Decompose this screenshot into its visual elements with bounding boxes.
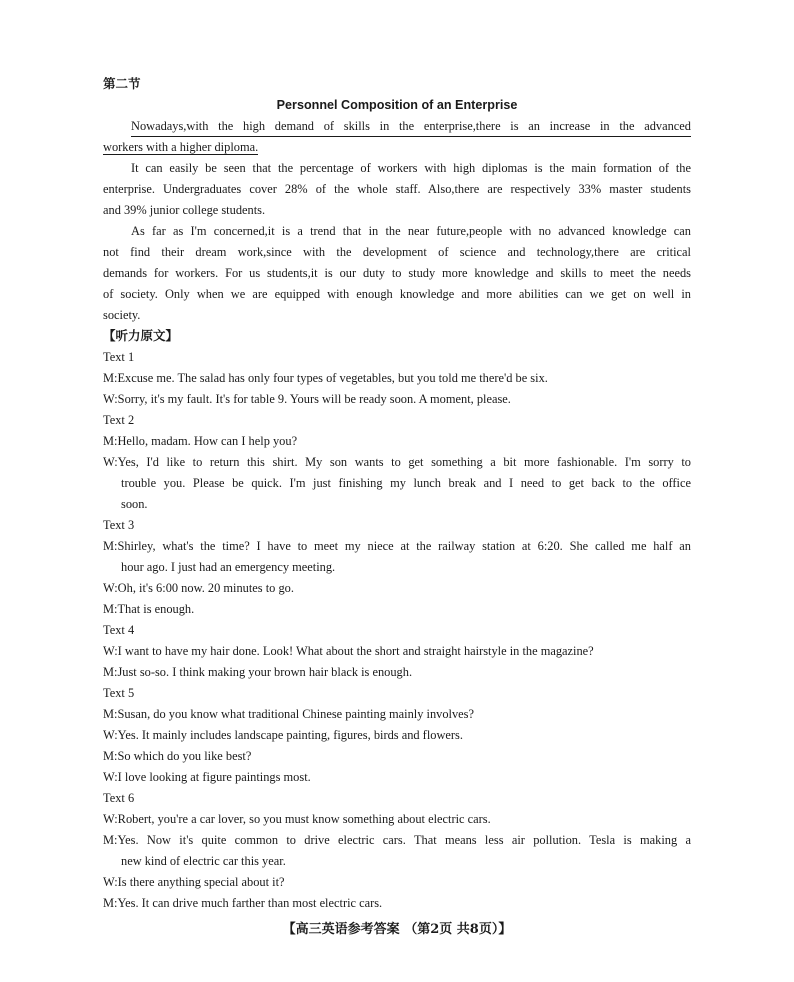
essay-p2-line2: enterprise. Undergraduates cover 28% of the whole staff. Also,there are respectively 33% master students (103, 182, 691, 196)
dialogue-line: M:Just so-so. I think making your brown hair black is enough. (103, 665, 413, 679)
dialogue-line: M:Hello, madam. How can I help you? (103, 434, 298, 448)
text-label-5: Text 5 (103, 686, 135, 700)
text-label-4: Text 4 (103, 623, 135, 637)
dialogue-line: W:Yes, I'd like to return this shirt. My son wants to get something a bit more fashionable. I'm sorry to (103, 455, 691, 469)
essay-p2-line1: It can easily be seen that the percentage of workers with high diplomas is the main formation of the (131, 161, 691, 175)
essay-p3-line3: demands for workers. For us students,it is our duty to study more knowledge and skills to meet the needs (103, 266, 691, 280)
essay-p1-line2 (103, 137, 691, 157)
dialogue-line: W:Sorry, it's my fault. It's for table 9. Yours will be ready soon. A moment, please. (103, 392, 511, 406)
essay-p3-line1: As far as I'm concerned,it is a trend that in the near future,people with no advanced knowledge can (131, 224, 691, 238)
dialogue-line: M:Yes. It can drive much farther than most electric cars. (103, 896, 383, 910)
dialogue-line: W:Robert, you're a car lover, so you must know something about electric cars. (103, 812, 491, 826)
dialogue-line-continued: soon. (121, 497, 148, 511)
section-heading: 第二节 (103, 76, 141, 91)
dialogue-line: M:Shirley, what's the time? I have to meet my niece at the railway station at 6:20. She called me half an (103, 539, 691, 553)
dialogue-line: M:Susan, do you know what traditional Chinese painting mainly involves? (103, 707, 474, 721)
text-label-6: Text 6 (103, 791, 135, 805)
transcript-heading: 【听力原文】 (103, 328, 179, 343)
dialogue-line: W:I want to have my hair done. Look! What about the short and straight hairstyle in the magazine? (103, 644, 594, 658)
essay-p1-line1: Nowadays,with the high demand of skills in the enterprise,there is an increase in the advanced (131, 116, 691, 137)
dialogue-line: W:I love looking at figure paintings most. (103, 770, 311, 784)
essay-p3-line5: society. (103, 308, 141, 322)
dialogue-line: M:Excuse me. The salad has only four types of vegetables, but you told me there'd be six. (103, 371, 548, 385)
page-footer: 【高三英语参考答案 （第2页 共8页）】 (282, 922, 512, 937)
text-label-2: Text 2 (103, 413, 135, 427)
dialogue-line: W:Yes. It mainly includes landscape painting, figures, birds and flowers. (103, 728, 463, 742)
text-label-3: Text 3 (103, 518, 135, 532)
essay-p2-line3: and 39% junior college students. (103, 203, 266, 217)
dialogue-line-continued: hour ago. I just had an emergency meeting. (121, 560, 336, 574)
dialogue-line: W:Is there anything special about it? (103, 875, 285, 889)
dialogue-line-continued: new kind of electric car this year. (121, 854, 286, 868)
text-label-1: Text 1 (103, 350, 135, 364)
essay-p3-line2: not find their dream work,since with the development of science and technology,there are critical (103, 245, 691, 259)
dialogue-line: W:Oh, it's 6:00 now. 20 minutes to go. (103, 581, 294, 595)
essay-p3-line4: of society. Only when we are equipped with enough knowledge and more abilities can we get on well in (103, 287, 691, 301)
essay-title: Personnel Composition of an Enterprise (276, 98, 518, 112)
dialogue-line-continued: trouble you. Please be quick. I'm just finishing my lunch break and I need to get back to the office (121, 476, 691, 490)
dialogue-line: M:That is enough. (103, 602, 195, 616)
essay-p1-line2-text: workers with a higher diploma. (103, 140, 259, 154)
dialogue-line: M:Yes. Now it's quite common to drive electric cars. That means less air pollution. Tesla is making a (103, 833, 691, 847)
dialogue-line: M:So which do you like best? (103, 749, 252, 763)
